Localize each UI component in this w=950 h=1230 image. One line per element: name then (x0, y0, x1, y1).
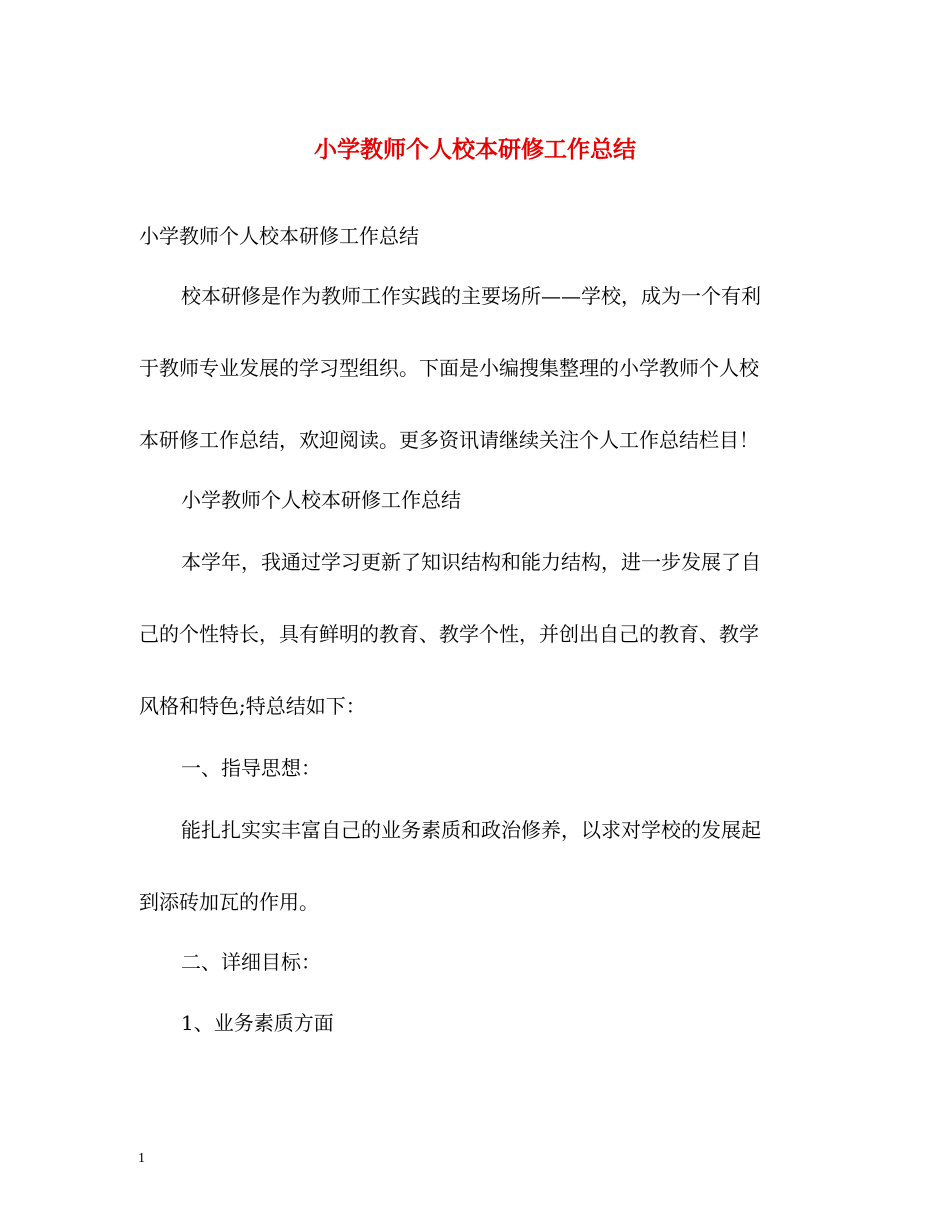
paragraph-line: 校本研修是作为教师工作实践的主要场所——学校，成为一个有利 (181, 284, 761, 308)
section-heading: 小学教师个人校本研修工作总结 (181, 488, 461, 512)
page-number: 1 (138, 1151, 145, 1166)
document-title: 小学教师个人校本研修工作总结 (314, 136, 636, 163)
paragraph-line: 能扎扎实实丰富自己的业务素质和政治修养，以求对学校的发展起 (181, 818, 761, 842)
section-heading: 一、指导思想： (181, 756, 321, 780)
subtitle-line: 小学教师个人校本研修工作总结 (139, 224, 419, 248)
paragraph-line: 己的个性特长，具有鲜明的教育、教学个性，并创出自己的教育、教学 (139, 622, 759, 646)
section-heading: 二、详细目标： (181, 950, 321, 974)
paragraph-line: 于教师专业发展的学习型组织。下面是小编搜集整理的小学教师个人校 (139, 356, 759, 380)
section-heading: 1、业务素质方面 (181, 1011, 334, 1035)
paragraph-line: 本研修工作总结，欢迎阅读。更多资讯请继续关注个人工作总结栏目！ (139, 428, 759, 452)
paragraph-line: 本学年，我通过学习更新了知识结构和能力结构，进一步发展了自 (181, 550, 761, 574)
paragraph-line: 到添砖加瓦的作用。 (139, 890, 319, 914)
paragraph-line: 风格和特色;特总结如下： (139, 694, 366, 718)
